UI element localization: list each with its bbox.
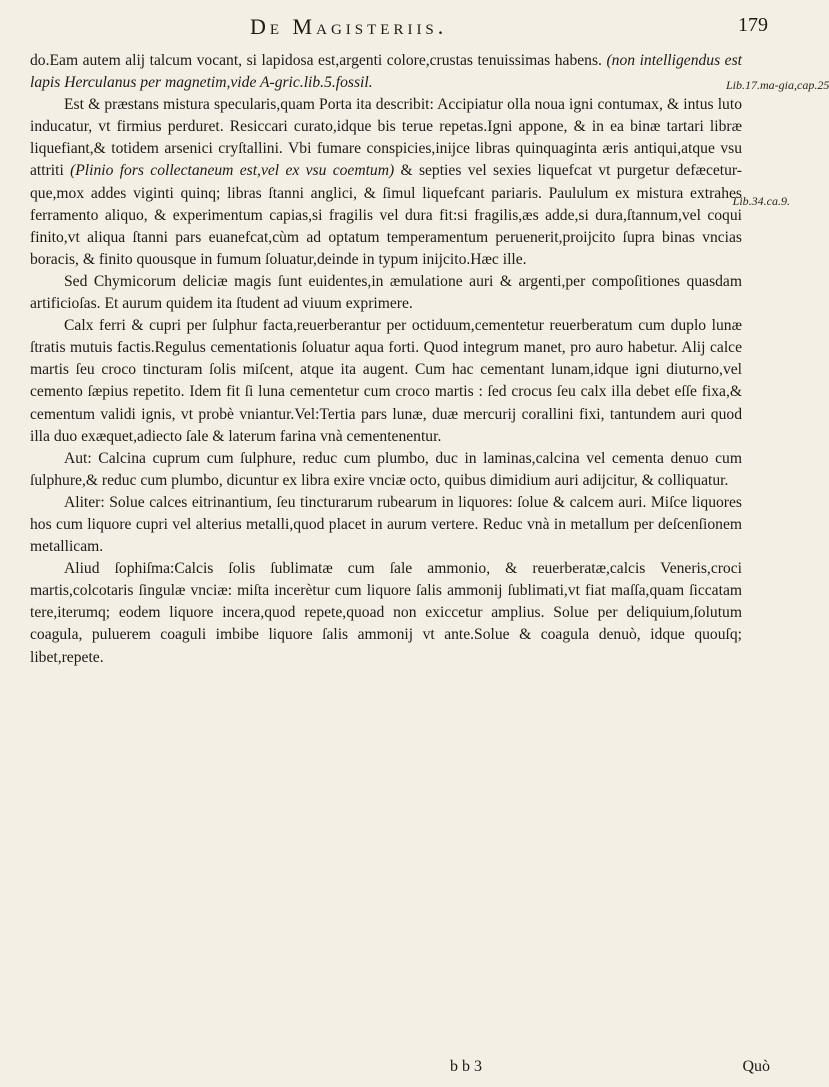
paragraph-text-cont: & septies vel sexies liquefcat vt purgetur defæcetur-que,mox addes viginti quinq; libras ſtanni anglici, & ſimul liquefcant pariaris. Paululum ex mistura extrahes ferramento aliquo, & experimentum capias,si fragilis vel dura fit:si fragilis,æs adde,si dura,ſtannum,vel coqui finito,vt aliqua ſtanni pars euanefcat,cùm ad optatum temperamentum peruenerit,proijcito ſupra binas vncias boracis, & finito quousque in fumum ſoluatur,deinde in typum inijcito.Hæc ille. xyxy=(30,162,742,268)
body-text xyxy=(30,50,742,669)
catchword: Quò xyxy=(742,1058,770,1075)
paragraph-1 xyxy=(30,50,742,94)
paragraph-6 xyxy=(30,492,742,558)
margin-note-1: Lib.17.ma-gia,cap.25 xyxy=(726,78,829,92)
paragraph-text: Sed Chymicorum deliciæ magis ſunt euidentes,in æmulatione auri & argenti,per compoſitiones quasdam artificioſas. Et aurum quidem ita ſtudent ad viuum exprimere. xyxy=(30,272,742,313)
margin-note-2: Lib.34.ca.9. xyxy=(732,194,790,208)
running-title: De Magisteriis. xyxy=(250,14,448,39)
signature-mark: b b 3 xyxy=(450,1058,482,1075)
paragraph-text: do.Eam autem alij talcum vocant, si lapidosa est,argenti colore,crustas tenuissimas habens. xyxy=(30,52,602,69)
paragraph-text: Aut: Calcina cuprum cum ſulphure, reduc cum plumbo, duc in laminas,calcina vel cementa denuo cum ſulphure,& reduc cum plumbo, dicuntur ex libra exire vnciæ octo, quibus dimidium auri adijcitur, & colliquatur. xyxy=(30,449,742,489)
paragraph-text: Est & præstans mistura specularis,quam Porta ita describit: Accipiatur olla noua igni contumax, & intus luto inducatur, vt firmius perduret. Resiccari curato,idque bis terue repetas.Igni appone, & in ea binæ tartari libræ liquefiant,& totidem arsenici cryſtallini. Vbi fumare conspicies,inijce libras quinquaginta æris antiqui,atque vsu attriti xyxy=(30,96,742,180)
paragraph-text: Calx ferri & cupri per ſulphur facta,reuerberantur per octiduum,cementetur reuerberatum cum duplo lunæ ſtratis mutuis factis.Regulus cementationis ſoluatur aqua forti. Quod integrum manet, pro auro habetur. Alij calce martis ſeu croco tincturam ſolis miſcent, atque ita augent. Cum hac cementant lunam,idque igni diuturno,vel cemento ſæpius repetito. Idem fit ſi luna cementetur cum croco martis : ſed crocus ſeu calx illa debet eſſe fixa,& cementum validi ignis, vt probè vniantur.Vel:Tertia pars lunæ, duæ mercurij corallini fixi, tantundem auri quod illa duo exæquet,adiecto ſale & laterum farina vnà cementenentur. xyxy=(30,317,742,445)
paragraph-italic: (Plinio fors collectaneum est,vel ex vsu coemtum) xyxy=(70,162,395,180)
paragraph-7 xyxy=(30,558,742,668)
paragraph-3 xyxy=(30,271,742,315)
paragraph-5 xyxy=(30,448,742,492)
paragraph-4 xyxy=(30,315,742,448)
paragraph-text: Aliud ſophiſma:Calcis ſolis ſublimatæ cum ſale ammonio, & reuerberatæ,calcis Veneris,croci martis,colcotaris ſingulæ vnciæ: miſta incerètur cum liquore ſalis ammonij ſublimati,vt fiat maſſa,quam ſiccatam tere,iterumq; eodem liquore incera,quod repete,quoad non exiccetur amplius. Solue per deliquium,ſolutum coagula, puluerem coaguli imbibe liquore ſalis ammonij vt ante.Solue & coagula denuò, idque quouſq; libet,repete. xyxy=(30,560,742,666)
page-number: 179 xyxy=(738,14,768,36)
paragraph-text: Aliter: Solue calces eitrinantium, ſeu tincturarum rubearum in liquores: ſolue & calcem auri. Miſce liquores hos cum liquore cupri vel alterius metalli,quod placet in aurum vertere. Reduc vnà in metallum per deſcenſionem metallicam. xyxy=(30,493,742,556)
paragraph-2 xyxy=(30,94,742,271)
running-head xyxy=(0,14,800,48)
paragraph-italic: (non intelligendus est lapis Herculanus per magnetim,vide A-gric.lib.5.fossil. xyxy=(30,52,742,92)
